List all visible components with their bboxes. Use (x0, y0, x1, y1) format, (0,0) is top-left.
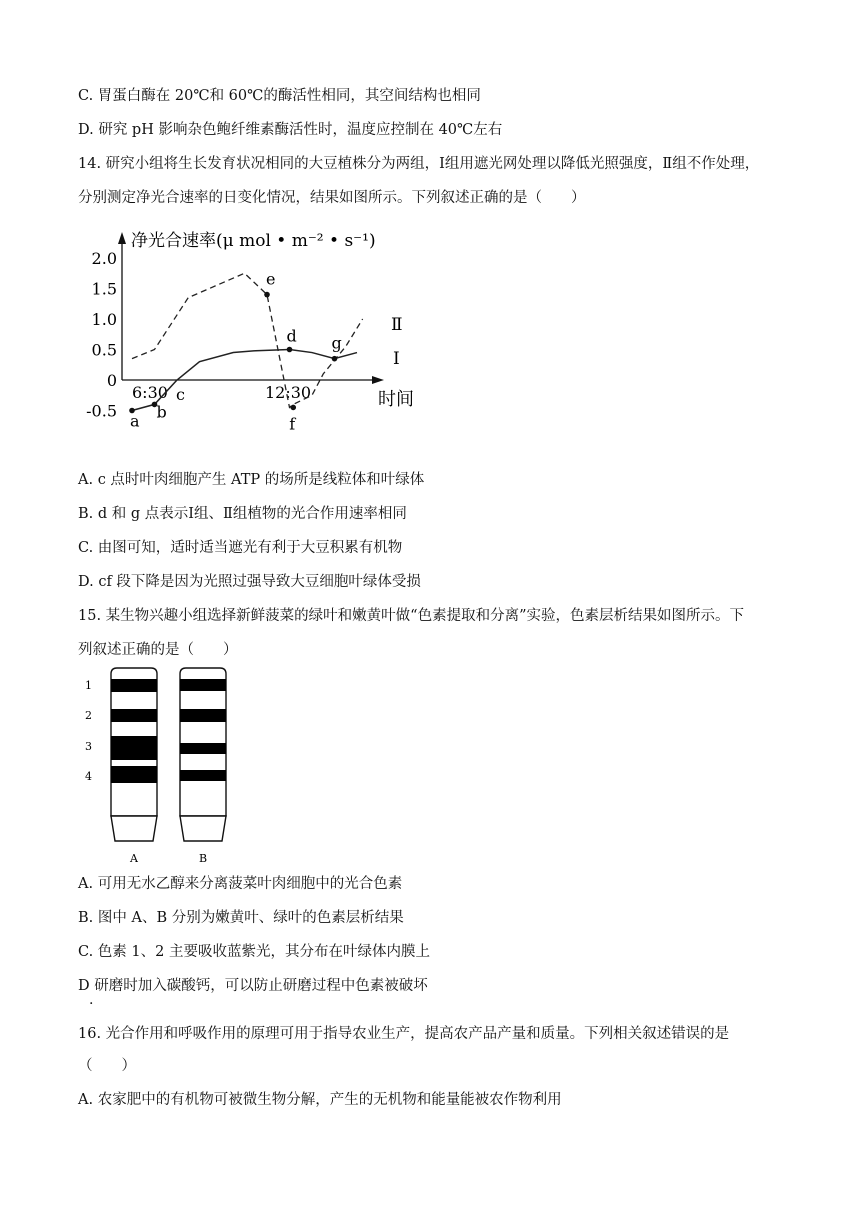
q15-option-d-dot: . (89, 992, 94, 1008)
point-label-c: c (176, 385, 185, 404)
q15-stem-line1: 15. 某生物兴趣小组选择新鲜菠菜的绿叶和嫩黄叶做“色素提取和分离”实验，色素层析结果如图所示。下 (78, 608, 744, 624)
band-number-2: 2 (85, 709, 92, 722)
q14-option-c: C. 由图可知，适时适当遮光有利于大豆积累有机物 (78, 540, 403, 556)
q16-stem-line2: （ ） (78, 1058, 136, 1074)
y-axis-label: 净光合速率(μ mol • m⁻² • s⁻¹) (131, 231, 376, 251)
strip-label-b: B (199, 852, 208, 865)
strip-a (111, 668, 157, 841)
strip-b-band-3 (180, 743, 226, 754)
strip-b (180, 668, 226, 841)
q15-option-d: D 研磨时加入碳酸钙，可以防止研磨过程中色素被破坏 (78, 978, 428, 994)
q13-option-c: C. 胃蛋白酶在 20℃和 60℃的酶活性相同，其空间结构也相同 (78, 88, 481, 104)
q14-stem-line1: 14. 研究小组将生长发育状况相同的大豆植株分为两组，Ⅰ组用遮光网处理以降低光照强度，Ⅱ组不作处理， (78, 156, 760, 172)
point-label-e: e (266, 269, 276, 289)
strip-a-band-2 (111, 709, 157, 722)
strip-a-band-4 (111, 766, 157, 783)
q15-option-a: A. 可用无水乙醇来分离菠菜叶肉细胞中的光合色素 (78, 876, 403, 892)
band-number-3: 3 (85, 740, 92, 753)
strip-a-band-3 (111, 736, 157, 760)
x-axis-label: 时间 (378, 389, 414, 410)
strip-label-a: A (130, 852, 138, 865)
point-label-d: d (286, 326, 297, 346)
series-I-label: Ⅰ (393, 349, 400, 369)
point-f (290, 405, 296, 411)
q14-option-d: D. cf 段下降是因为光照过强导致大豆细胞叶绿体受损 (78, 574, 421, 590)
q15-option-c: C. 色素 1、2 主要吸收蓝紫光，其分布在叶绿体内膜上 (78, 944, 430, 960)
strip-b-band-4 (180, 770, 226, 781)
band-number-1: 1 (85, 679, 92, 692)
y-axis-arrow (118, 232, 126, 244)
chromatography-figure (78, 664, 248, 870)
x-axis-arrow (372, 376, 384, 384)
x-tick-1230: 12:30 (265, 383, 312, 402)
point-label-a: a (130, 411, 140, 431)
q14-option-b: B. d 和 g 点表示Ⅰ组、Ⅱ组植物的光合作用速率相同 (78, 506, 407, 522)
point-d (287, 347, 293, 353)
q14-option-a: A. c 点时叶肉细胞产生 ATP 的场所是线粒体和叶绿体 (78, 472, 425, 488)
x-tick-630: 6:30 (132, 383, 168, 402)
q15-option-b: B. 图中 A、B 分别为嫩黄叶、绿叶的色素层析结果 (78, 910, 404, 926)
y-tick-label: 0 (106, 371, 117, 390)
q14-stem-line2: 分别测定净光合速率的日变化情况，结果如图所示。下列叙述正确的是（ ） (78, 190, 586, 206)
q16-stem-line1: 16. 光合作用和呼吸作用的原理可用于指导农业生产，提高农产品产量和质量。下列相关叙述错误的是 (78, 1026, 730, 1042)
q15-stem-line2: 列叙述正确的是（ ） (78, 642, 238, 658)
y-tick-label: 0.5 (91, 340, 117, 360)
series-II-label: Ⅱ (391, 315, 403, 335)
point-g (332, 356, 338, 362)
strip-b-band-2 (180, 709, 226, 722)
point-label-b: b (156, 402, 167, 422)
point-label-f: f (289, 414, 296, 432)
net-photosynthesis-chart (78, 222, 438, 432)
y-tick-label: 2.0 (91, 249, 117, 268)
point-label-g: g (331, 333, 342, 353)
band-number-4: 4 (85, 770, 92, 783)
q13-option-d: D. 研究 pH 影响杂色鲍纤维素酶活性时，温度应控制在 40℃左右 (78, 122, 503, 138)
y-tick-label: 1.0 (91, 310, 117, 329)
strip-a-band-1 (111, 679, 157, 692)
y-tick-label: 1.5 (91, 279, 117, 299)
point-e (264, 292, 270, 298)
q16-option-a: A. 农家肥中的有机物可被微生物分解，产生的无机物和能量能被农作物利用 (78, 1092, 562, 1108)
strip-b-band-1 (180, 679, 226, 691)
y-tick-label: -0.5 (86, 401, 117, 421)
